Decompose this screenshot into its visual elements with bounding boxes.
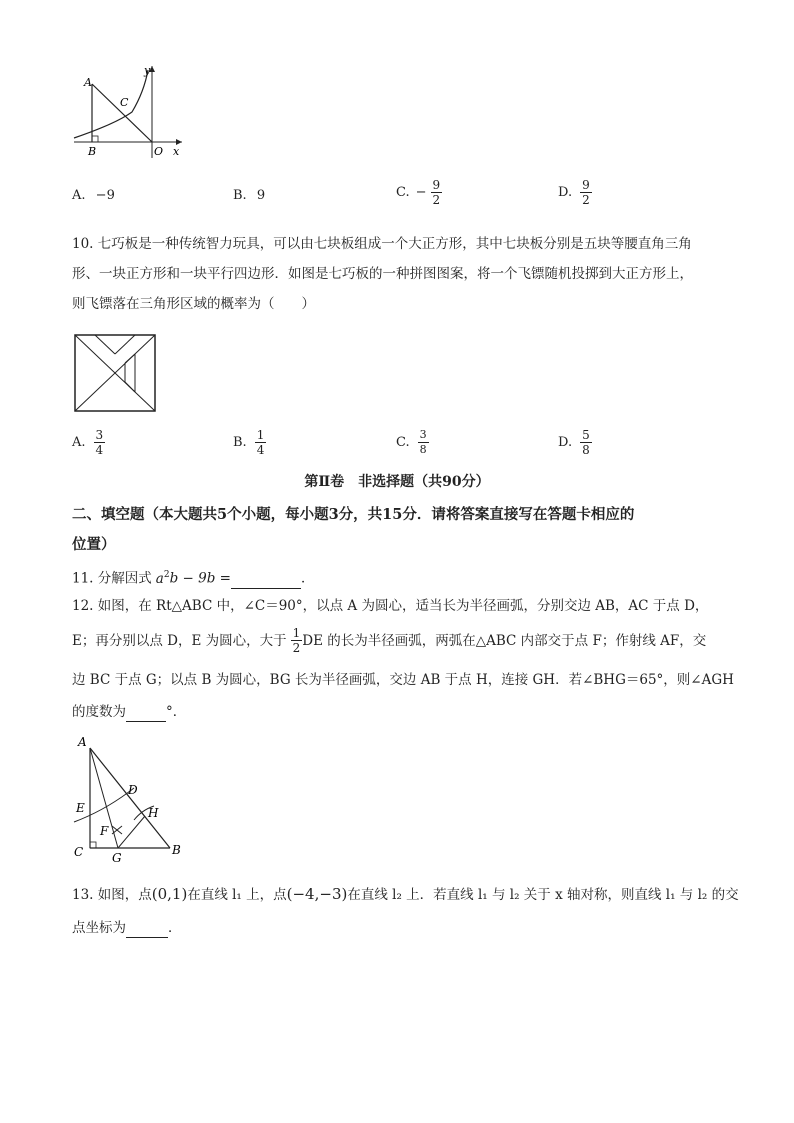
q10-line-2: 形、一块正方形和一块平行四边形．如图是七巧板的一种拼图图案，将一个飞镖随机投掷到大正方形上， [72,266,693,282]
q11-answer-blank[interactable] [231,572,301,589]
q10-line-3: 则飞镖落在三角形区域的概率为（ ） [72,296,315,312]
q12-line-3: 边 BC 于点 G；以点 B 为圆心，BG 长为半径画弧，交边 AB 于点 H，连接 GH．若∠BHG＝65°，则∠AGH [72,672,734,688]
q12-line-1: 12. 如图，在 Rt△ABC 中，∠C＝90°，以点 A 为圆心，适当长为半径画弧，分别交边 AB，AC 于点 D， [72,598,709,614]
fill-in-section-title-line-2: 位置） [72,536,116,553]
q11: 11. 分解因式 $a^2b - 9b$ = ． [72,570,315,587]
q12-answer-blank[interactable] [126,705,166,722]
fig12-label-h: H [148,806,159,820]
q9-option-a[interactable]: A. −9 [72,188,115,203]
q12-line-4: 的度数为 °． [72,704,187,720]
fig12-label-e: E [76,801,85,815]
section-2-title: 第Ⅱ卷 非选择题（共90分） [304,474,490,490]
q9-option-d[interactable]: D. $\frac{9}{2}$ [558,178,590,207]
fig9-label-c: C [120,96,129,109]
q9-option-b[interactable]: B. 9 [233,188,266,203]
q13-answer-blank[interactable] [126,921,168,938]
fig12-label-g: G [112,851,122,864]
q12-line-2: E；再分别以点 D，E 为圆心，大于 $\frac{1}{2}$ DE 的长为半径画弧，两弧在△ABC 内部交于点 F；作射线 AF，交 [72,626,707,655]
fig12-label-b: B [172,843,181,857]
fig9-label-o: O [154,145,164,158]
fig9-label-x: x [173,145,180,158]
q10-line-1: 10. 七巧板是一种传统智力玩具，可以由七块板组成一个大正方形，其中七块板分别是五块等腰直角三角 [72,236,692,252]
q9-option-c[interactable]: C. − $\frac{9}{2}$ [396,178,441,207]
q13-line-2: 点坐标为 ． [72,920,182,936]
q13-line-1: 13. 如图，点(0,1)在直线 l₁ 上，点(−4,−3)在直线 l₂ 上．若直线 l₁ 与 l₂ 关于 x 轴对称，则直线 l₁ 与 l₂ 的交 [72,885,739,903]
q10-option-b[interactable]: B. $\frac{1}{4}$ [233,428,265,457]
fig12-label-c: C [74,845,84,859]
q9-coordinate-figure [70,62,190,162]
q9-option-d-fraction: $\frac{9}{2}$ [582,178,590,207]
fig12-label-d: D [128,783,138,797]
q12-half-fraction: $\frac{1}{2}$ [292,626,301,655]
q10-option-c[interactable]: C. $\frac{3}{8}$ [396,428,427,456]
q9-option-c-fraction: $\frac{9}{2}$ [432,178,441,207]
fig12-label-f: F [100,824,109,838]
q12-triangle-figure [70,730,190,864]
fig9-label-y: y [144,64,151,77]
fill-in-section-title-line-1: 二、填空题（本大题共5个小题，每小题3分，共15分．请将答案直接写在答题卡相应的 [72,506,635,523]
fig9-label-b: B [88,145,97,158]
fig9-label-a: A [84,76,92,89]
q10-option-d[interactable]: D. $\frac{5}{8}$ [558,428,590,457]
q10-option-a[interactable]: A. $\frac{3}{4}$ [72,428,104,457]
fig12-label-a: A [78,735,87,749]
tangram-figure [74,334,156,412]
